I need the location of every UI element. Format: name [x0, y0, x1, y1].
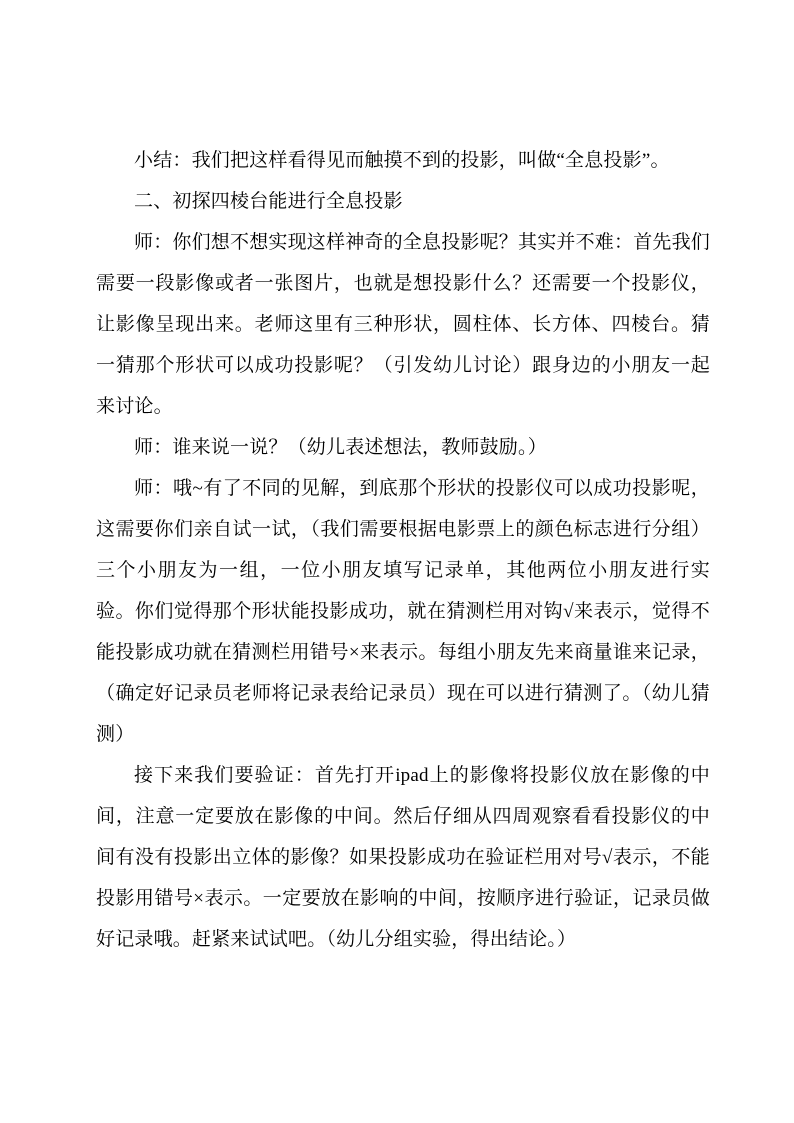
- paragraph-teacher-question: 师：谁来说一说？（幼儿表述想法，教师鼓励。）: [134, 437, 547, 458]
- paragraph-teacher-intro: 师：你们想不想实现这样神奇的全息投影呢？其实并不难：首先我们需要一段影像或者一张图片，也就是想投影什么？还需要一个投影仪，让影像呈现出来。老师这里有三种形状，圆柱体、长方体、四棱台。猜一猜那个形状可以成功投影呢？（引发幼儿讨论）跟身边的小朋友一起来讨论。: [96, 232, 711, 417]
- paragraph-section-heading: 二、初探四棱台能进行全息投影: [134, 191, 403, 212]
- paragraph-teacher-grouping: 师：哦~有了不同的见解，到底那个形状的投影仪可以成功投影呢，这需要你们亲自试一试，（我们需要根据电影票上的颜色标志进行分组）三个小朋友为一组，一位小朋友填写记录单，其他两位小朋友进行实验。你们觉得那个形状能投影成功，就在猜测栏用对钩√来表示，觉得不能投影成功就在猜测栏用错号×来表示。每组小朋友先来商量谁来记录，（确定好记录员老师将记录表给记录员）现在可以进行猜测了。（幼儿猜测）: [96, 478, 710, 745]
- paragraph-summary: 小结：我们把这样看得见而触摸不到的投影，叫做“全息投影”。: [134, 150, 670, 171]
- document-content: [96, 140, 710, 960]
- paragraph-teacher-verification: 接下来我们要验证：首先打开ipad上的影像将投影仪放在影像的中间，注意一定要放在影像的中间。然后仔细从四周观察看看投影仪的中间有没有投影出立体的影像？如果投影成功在验证栏用对号√表示，不能投影用错号×表示。一定要放在影响的中间，按顺序进行验证，记录员做好记录哦。赶紧来试试吧。（幼儿分组实验，得出结论。）: [96, 765, 710, 950]
